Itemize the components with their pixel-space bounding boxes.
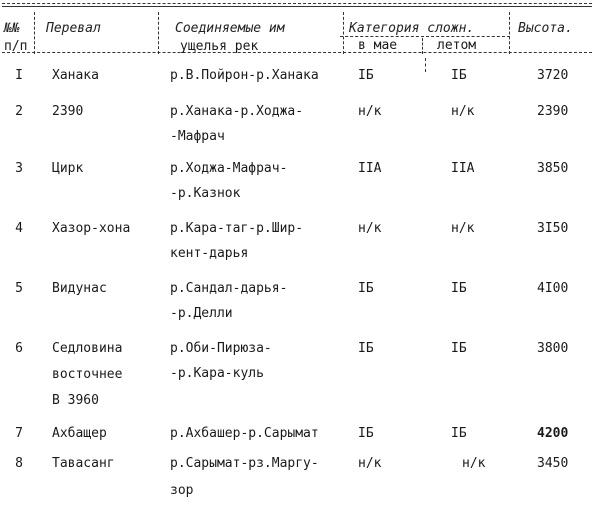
- header-category: Категория сложн.: [349, 21, 475, 36]
- table-row: [0, 160, 600, 212]
- pass-name-continued: В 3960: [52, 393, 99, 408]
- pass-name: Тавасанг: [52, 456, 115, 471]
- category-summer: н/к: [451, 221, 475, 236]
- table-row: [0, 425, 600, 451]
- header-top-rule: [2, 3, 592, 4]
- row-number: 8: [15, 456, 23, 471]
- header-pass: Перевал: [46, 21, 101, 36]
- row-number: 6: [15, 341, 23, 356]
- header-separator: [422, 38, 423, 54]
- rivers-continued: -Мафрач: [170, 129, 225, 144]
- rivers: р.Сандал-дарья-: [170, 281, 288, 296]
- rivers: р.Сарымат-рз.Маргу-: [170, 456, 319, 471]
- height: 3850: [537, 161, 569, 176]
- header-num: №№: [4, 21, 20, 36]
- row-number: 2: [15, 104, 23, 119]
- rivers: р.Ахбашер-р.Сарымат: [170, 426, 319, 441]
- row-number: 5: [15, 281, 23, 296]
- header-num-sub: п/п: [4, 39, 28, 54]
- rivers: р.Кара-таг-р.Шир-: [170, 221, 304, 236]
- category-summer: IIA: [451, 161, 475, 176]
- category-may: IБ: [358, 426, 374, 441]
- header-separator: [343, 12, 344, 54]
- header-top-rule-2: [2, 6, 592, 7]
- header-bottom-rule: [2, 52, 592, 53]
- category-may: IБ: [358, 341, 374, 356]
- category-summer: н/к: [451, 104, 475, 119]
- category-summer: IБ: [451, 341, 467, 356]
- table-row: [0, 220, 600, 272]
- category-may: н/к: [358, 456, 382, 471]
- row-number: 7: [15, 426, 23, 441]
- row-number: 4: [15, 221, 23, 236]
- category-summer: н/к: [462, 456, 486, 471]
- rivers: р.Ханака-р.Ходжа-: [170, 104, 304, 119]
- rivers: р.Ходжа-Мафрач-: [170, 161, 288, 176]
- rivers-continued: кент-дарья: [170, 246, 249, 261]
- rivers: р.В.Пойрон-р.Ханака: [170, 68, 319, 83]
- header-rivers-sub: ущелья рек: [180, 39, 259, 54]
- table-row: [0, 455, 600, 505]
- category-summer: IБ: [451, 281, 467, 296]
- header-separator: [34, 12, 35, 54]
- pass-name: 2390: [52, 104, 84, 119]
- pass-name: Цирк: [52, 161, 84, 176]
- row-number: I: [15, 68, 23, 83]
- height: 3800: [537, 341, 569, 356]
- pass-name: Хазор-хона: [52, 221, 131, 236]
- category-may: IБ: [358, 68, 374, 83]
- header-summer: летом: [437, 38, 477, 53]
- table-row: [0, 67, 600, 97]
- header-height: Высота.: [518, 21, 573, 36]
- rivers: р.Оби-Пирюза-: [170, 341, 272, 356]
- header-rivers: Соединяемые им: [175, 21, 285, 36]
- pass-name: Седловина: [52, 341, 123, 356]
- category-may: IIA: [358, 161, 382, 176]
- height: 4200: [537, 426, 569, 441]
- rivers-continued: зор: [170, 483, 194, 498]
- category-may: н/к: [358, 104, 382, 119]
- table-row: [0, 340, 600, 420]
- height: 4I00: [537, 281, 569, 296]
- category-may: н/к: [358, 221, 382, 236]
- pass-name-continued: восточнее: [52, 367, 123, 382]
- rivers-continued: -р.Делли: [170, 306, 233, 321]
- height: 3450: [537, 456, 569, 471]
- rivers-continued: -р.Кара-куль: [170, 366, 264, 381]
- pass-name: Ахбащер: [52, 426, 107, 441]
- category-summer: IБ: [451, 426, 467, 441]
- table-row: [0, 280, 600, 332]
- height: 3I50: [537, 221, 569, 236]
- rivers-continued: -р.Казнок: [170, 186, 241, 201]
- category-may: IБ: [358, 281, 374, 296]
- header-separator: [509, 12, 510, 54]
- pass-name: Ханака: [52, 68, 99, 83]
- header-separator: [158, 12, 159, 54]
- row-number: 3: [15, 161, 23, 176]
- height: 3720: [537, 68, 569, 83]
- header-may: в мае: [358, 38, 398, 53]
- height: 2390: [537, 104, 569, 119]
- table-row: [0, 103, 600, 155]
- pass-name: Видунас: [52, 281, 107, 296]
- category-summer: IБ: [451, 68, 467, 83]
